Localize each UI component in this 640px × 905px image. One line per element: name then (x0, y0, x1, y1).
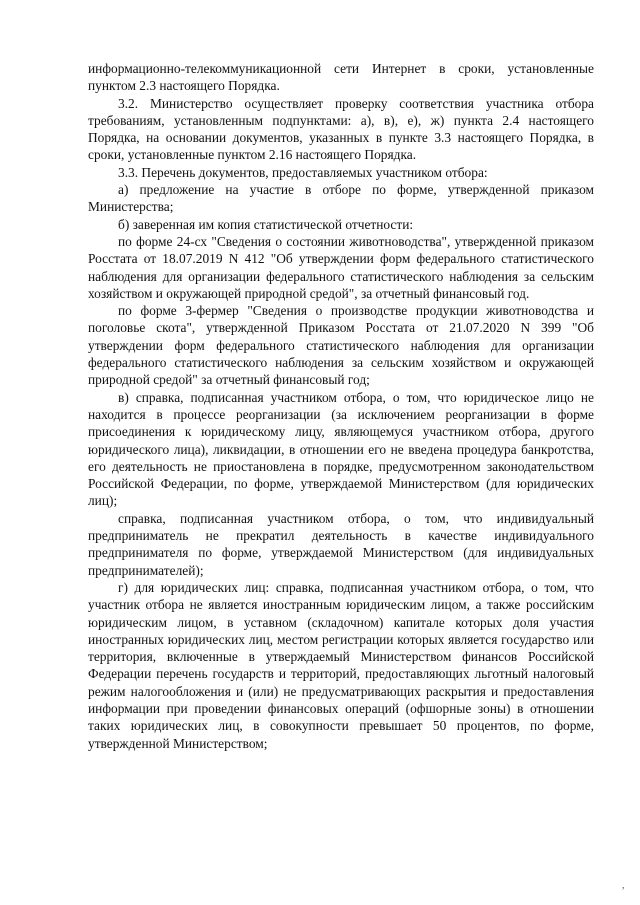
paragraph-3-3: 3.3. Перечень документов, предоставляемых участником отбора: (118, 164, 488, 180)
item-b-form-24: по форме 24-сх "Сведения о состоянии животноводства", утвержденной приказом Росстата от 18.07.2019 N 412 "Об утверждении форм федерального статистического наблюдения для организации федерального статистического наблюдения за сельским хозяйством и окружающей природной средой", за отчетный финансовый год. (88, 233, 594, 301)
item-b-form-3-farmer: по форме 3-фермер "Сведения о производстве продукции животноводства и поголовье скота", утвержденной Приказом Росстата от 21.07.2020 N 399 "Об утверждении форм федерального статистического наблюдения для организации федерального статистического наблюдения за сельским хозяйством и окружающей природной средой" за отчетный финансовый год; (88, 303, 594, 388)
item-g: г) для юридических лиц: справка, подписанная участником отбора, о том, что участник отбора не является иностранным юридическим лицом, а также российским юридическим лицом, в уставном (складочном) капитале которых доля участия иностранных юридических лиц, местом регистрации которых является государство или территория, включенные в утверждаемый Министерством финансов Российской Федерации перечень государств и территорий, предоставляющих льготный налоговый режим налогообложения и (или) не предусматривающих раскрытия и предоставления информации при проведении финансовых операций (офшорные зоны) в отношении таких юридических лиц, в совокупности превышает 50 процентов, по форме, утвержденной Министерством; (88, 579, 594, 751)
scan-mark: , (622, 880, 625, 891)
document-body (88, 60, 594, 752)
item-b: б) заверенная им копия статистической отчетности: (118, 216, 414, 232)
item-v: в) справка, подписанная участником отбора, о том, что юридическое лицо не находится в процессе реорганизации (за исключением реорганизации в форме присоединения к юридическому лицу, являющемуся участником отбора, другого юридического лица), ликвидации, в отношении его не введена процедура банкротства, его деятельность не приостановлена в порядке, предусмотренном законодательством Российской Федерации, по форме, утверждаемой Министерством (для юридических лиц); (88, 389, 594, 509)
paragraph-continuation: информационно-телекоммуникационной сети Интернет в сроки, установленные пунктом 2.3 настоящего Порядка. (88, 61, 594, 94)
item-v-individual: справка, подписанная участником отбора, о том, что индивидуальный предприниматель не прекратил деятельность в качестве индивидуального предпринимателя по форме, утверждаемой Министерством (для индивидуальных предпринимателей); (88, 510, 594, 578)
item-a: а) предложение на участие в отборе по форме, утвержденной приказом Министерства; (88, 182, 594, 215)
paragraph-3-2: 3.2. Министерство осуществляет проверку соответствия участника отбора требованиям, установленным подпунктами: а), в), е), ж) пункта 2.4 настоящего Порядка, на основании документов, указанных в пункте 3.3 настоящего Порядка, в сроки, установленные пунктом 2.16 настоящего Порядка. (88, 95, 594, 163)
